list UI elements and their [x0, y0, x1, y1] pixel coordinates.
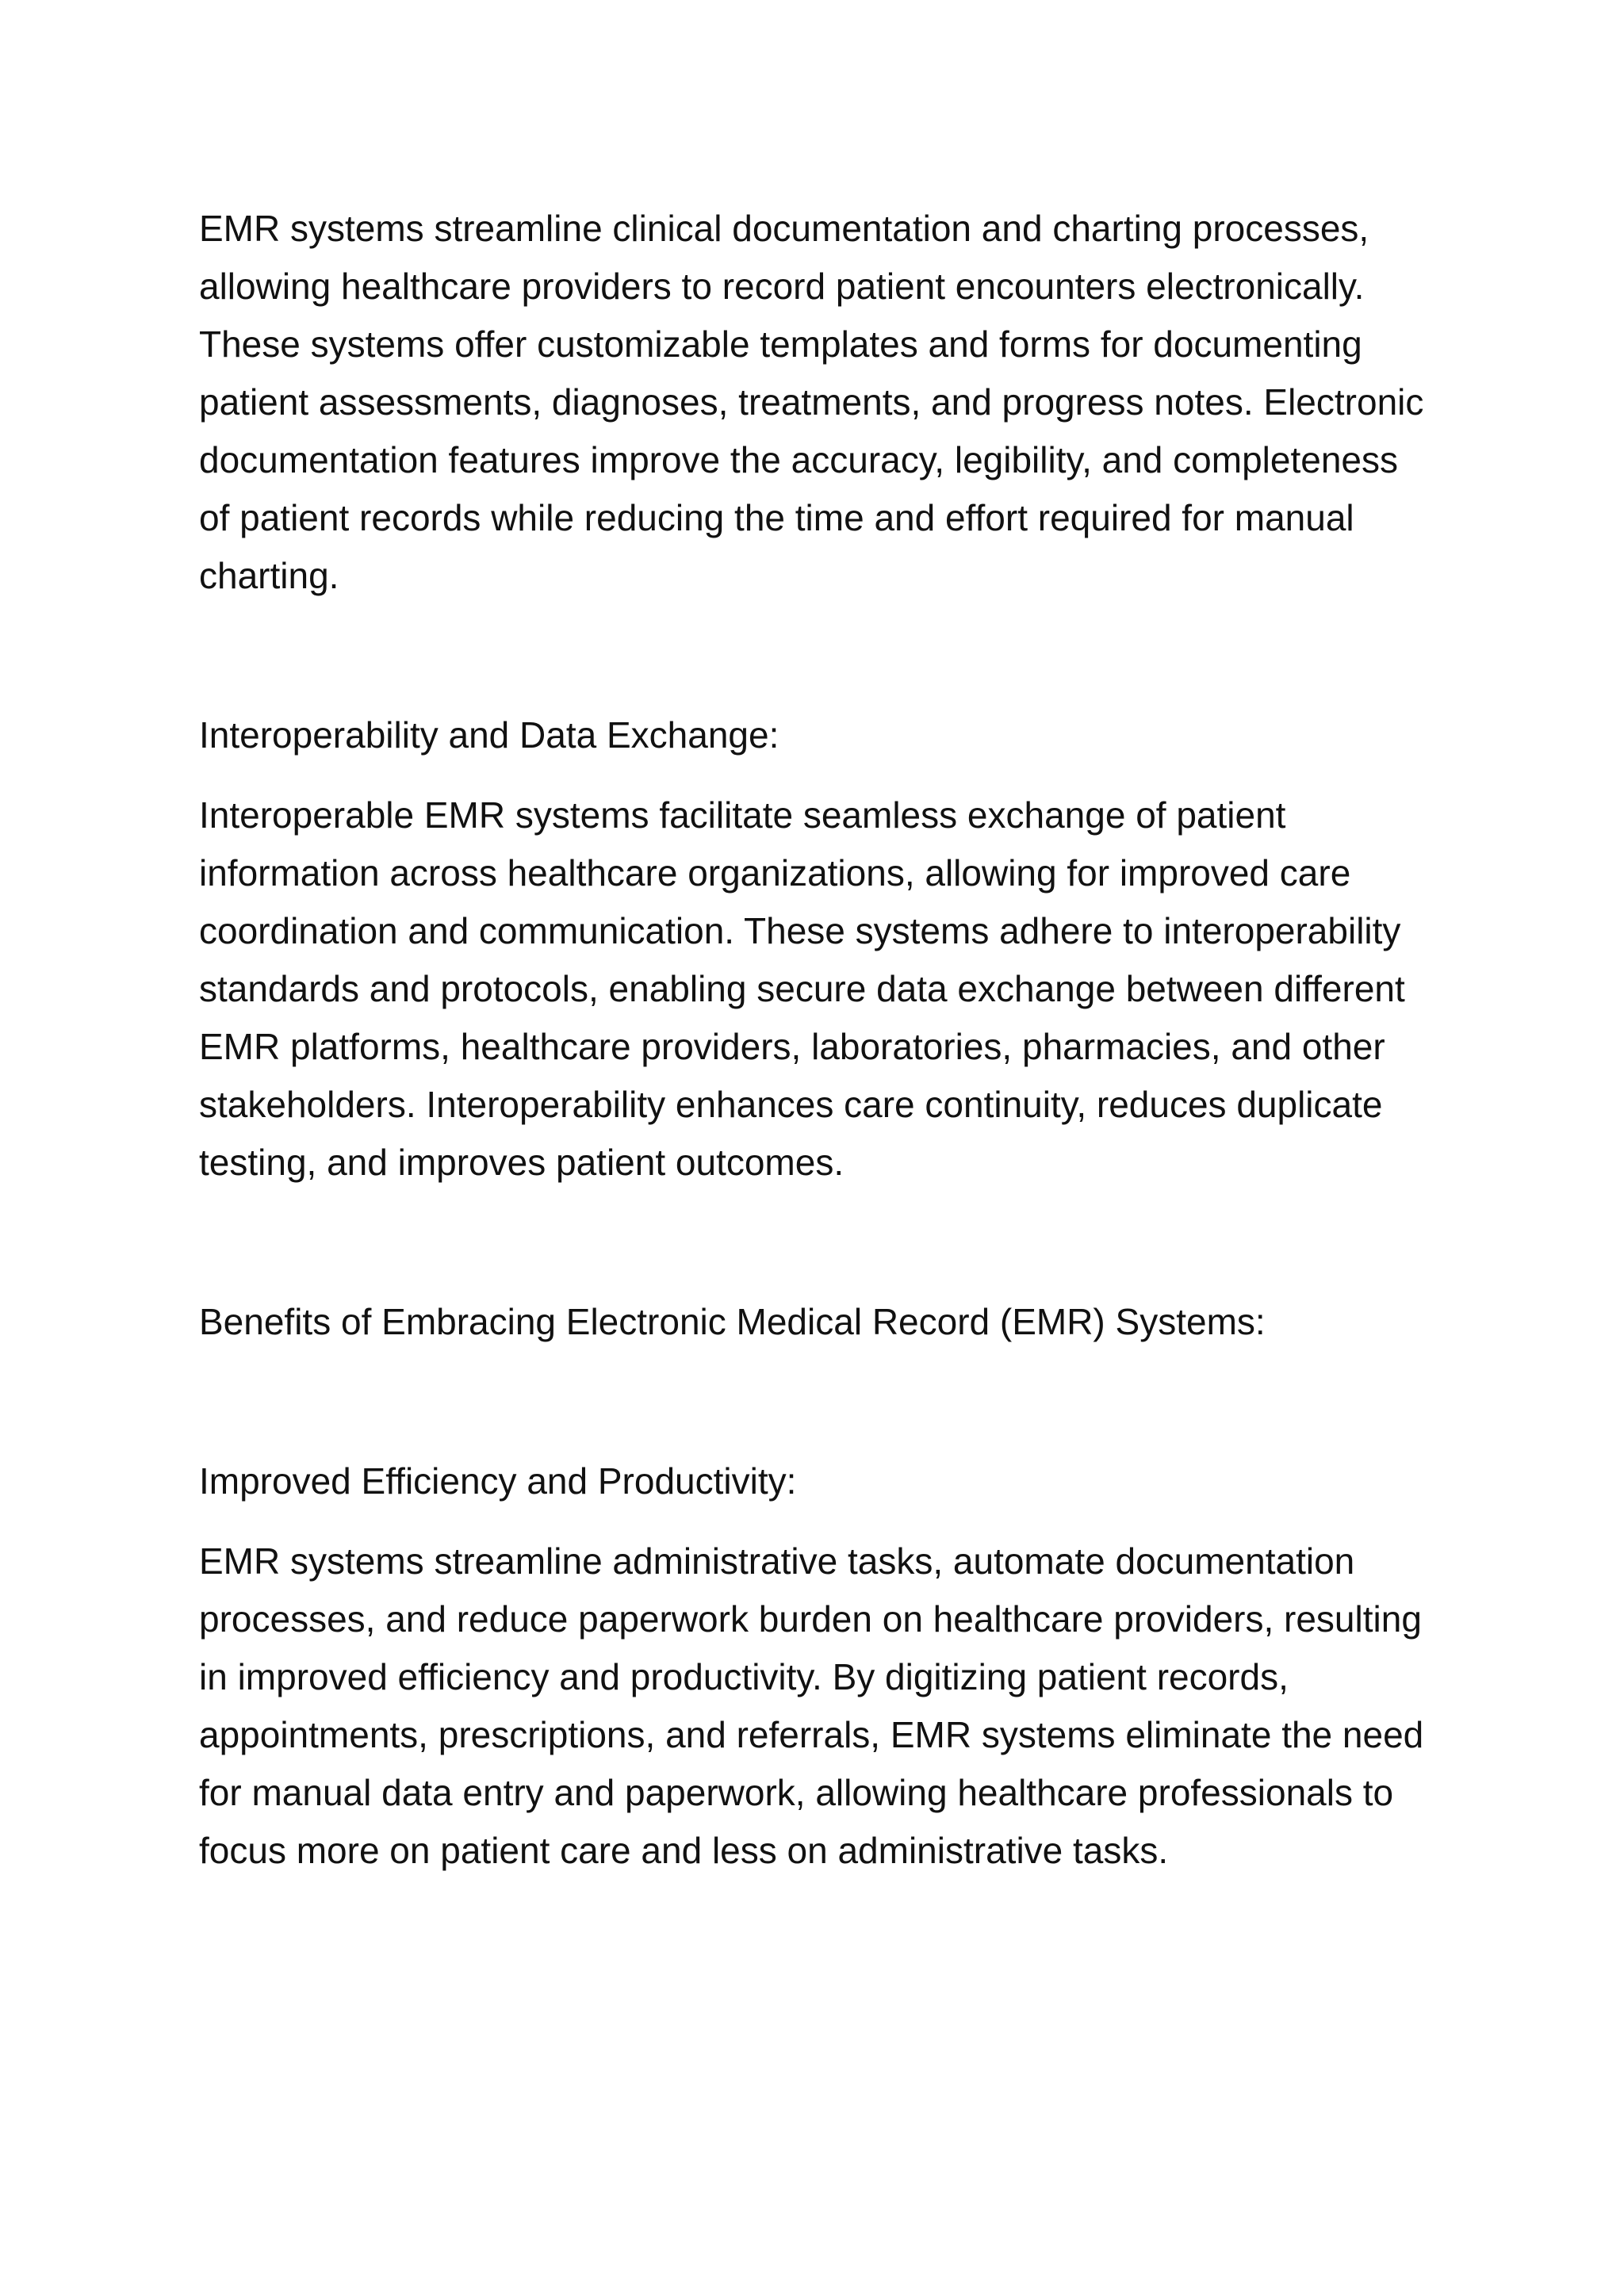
heading-spacer [199, 764, 1436, 786]
paragraph-efficiency: EMR systems streamline administrative tasks, automate documentation processes, and reduce paperwork burden on healthcare providers, resulting in improved efficiency and productivity. By digitizing patient records, appointments, prescriptions, and referrals, EMR systems eliminate the need for manual data entry and paperwork, allowing healthcare professionals to focus more on patient care and less on administrative tasks. [199, 1540, 1424, 1871]
section-spacer [199, 1351, 1436, 1452]
heading-interoperability: Interoperability and Data Exchange: [199, 714, 779, 756]
heading-spacer [199, 1510, 1436, 1533]
section-spacer [199, 1192, 1436, 1293]
paragraph-clinical-documentation: EMR systems streamline clinical documentation and charting processes, allowing healthcare providers to record patient encounters electronically. These systems offer customizable templates and forms for documenting patient assessments, diagnoses, treatments, and progress notes. Electronic documentation features improve the accuracy, legibility, and completeness of patient records while reducing the time and effort required for manual charting. [199, 208, 1424, 596]
document-body [199, 200, 1436, 1880]
heading-efficiency: Improved Efficiency and Productivity: [199, 1460, 797, 1502]
paragraph-interoperability: Interoperable EMR systems facilitate seamless exchange of patient information across healthcare organizations, allowing for improved care coordination and communication. These systems adhere to interoperability standards and protocols, enabling secure data exchange between different EMR platforms, healthcare providers, laboratories, pharmacies, and other stakeholders. Interoperability enhances care continuity, reduces duplicate testing, and improves patient outcomes. [199, 794, 1405, 1183]
section-spacer [199, 605, 1436, 706]
heading-benefits: Benefits of Embracing Electronic Medical Record (EMR) Systems: [199, 1301, 1266, 1342]
